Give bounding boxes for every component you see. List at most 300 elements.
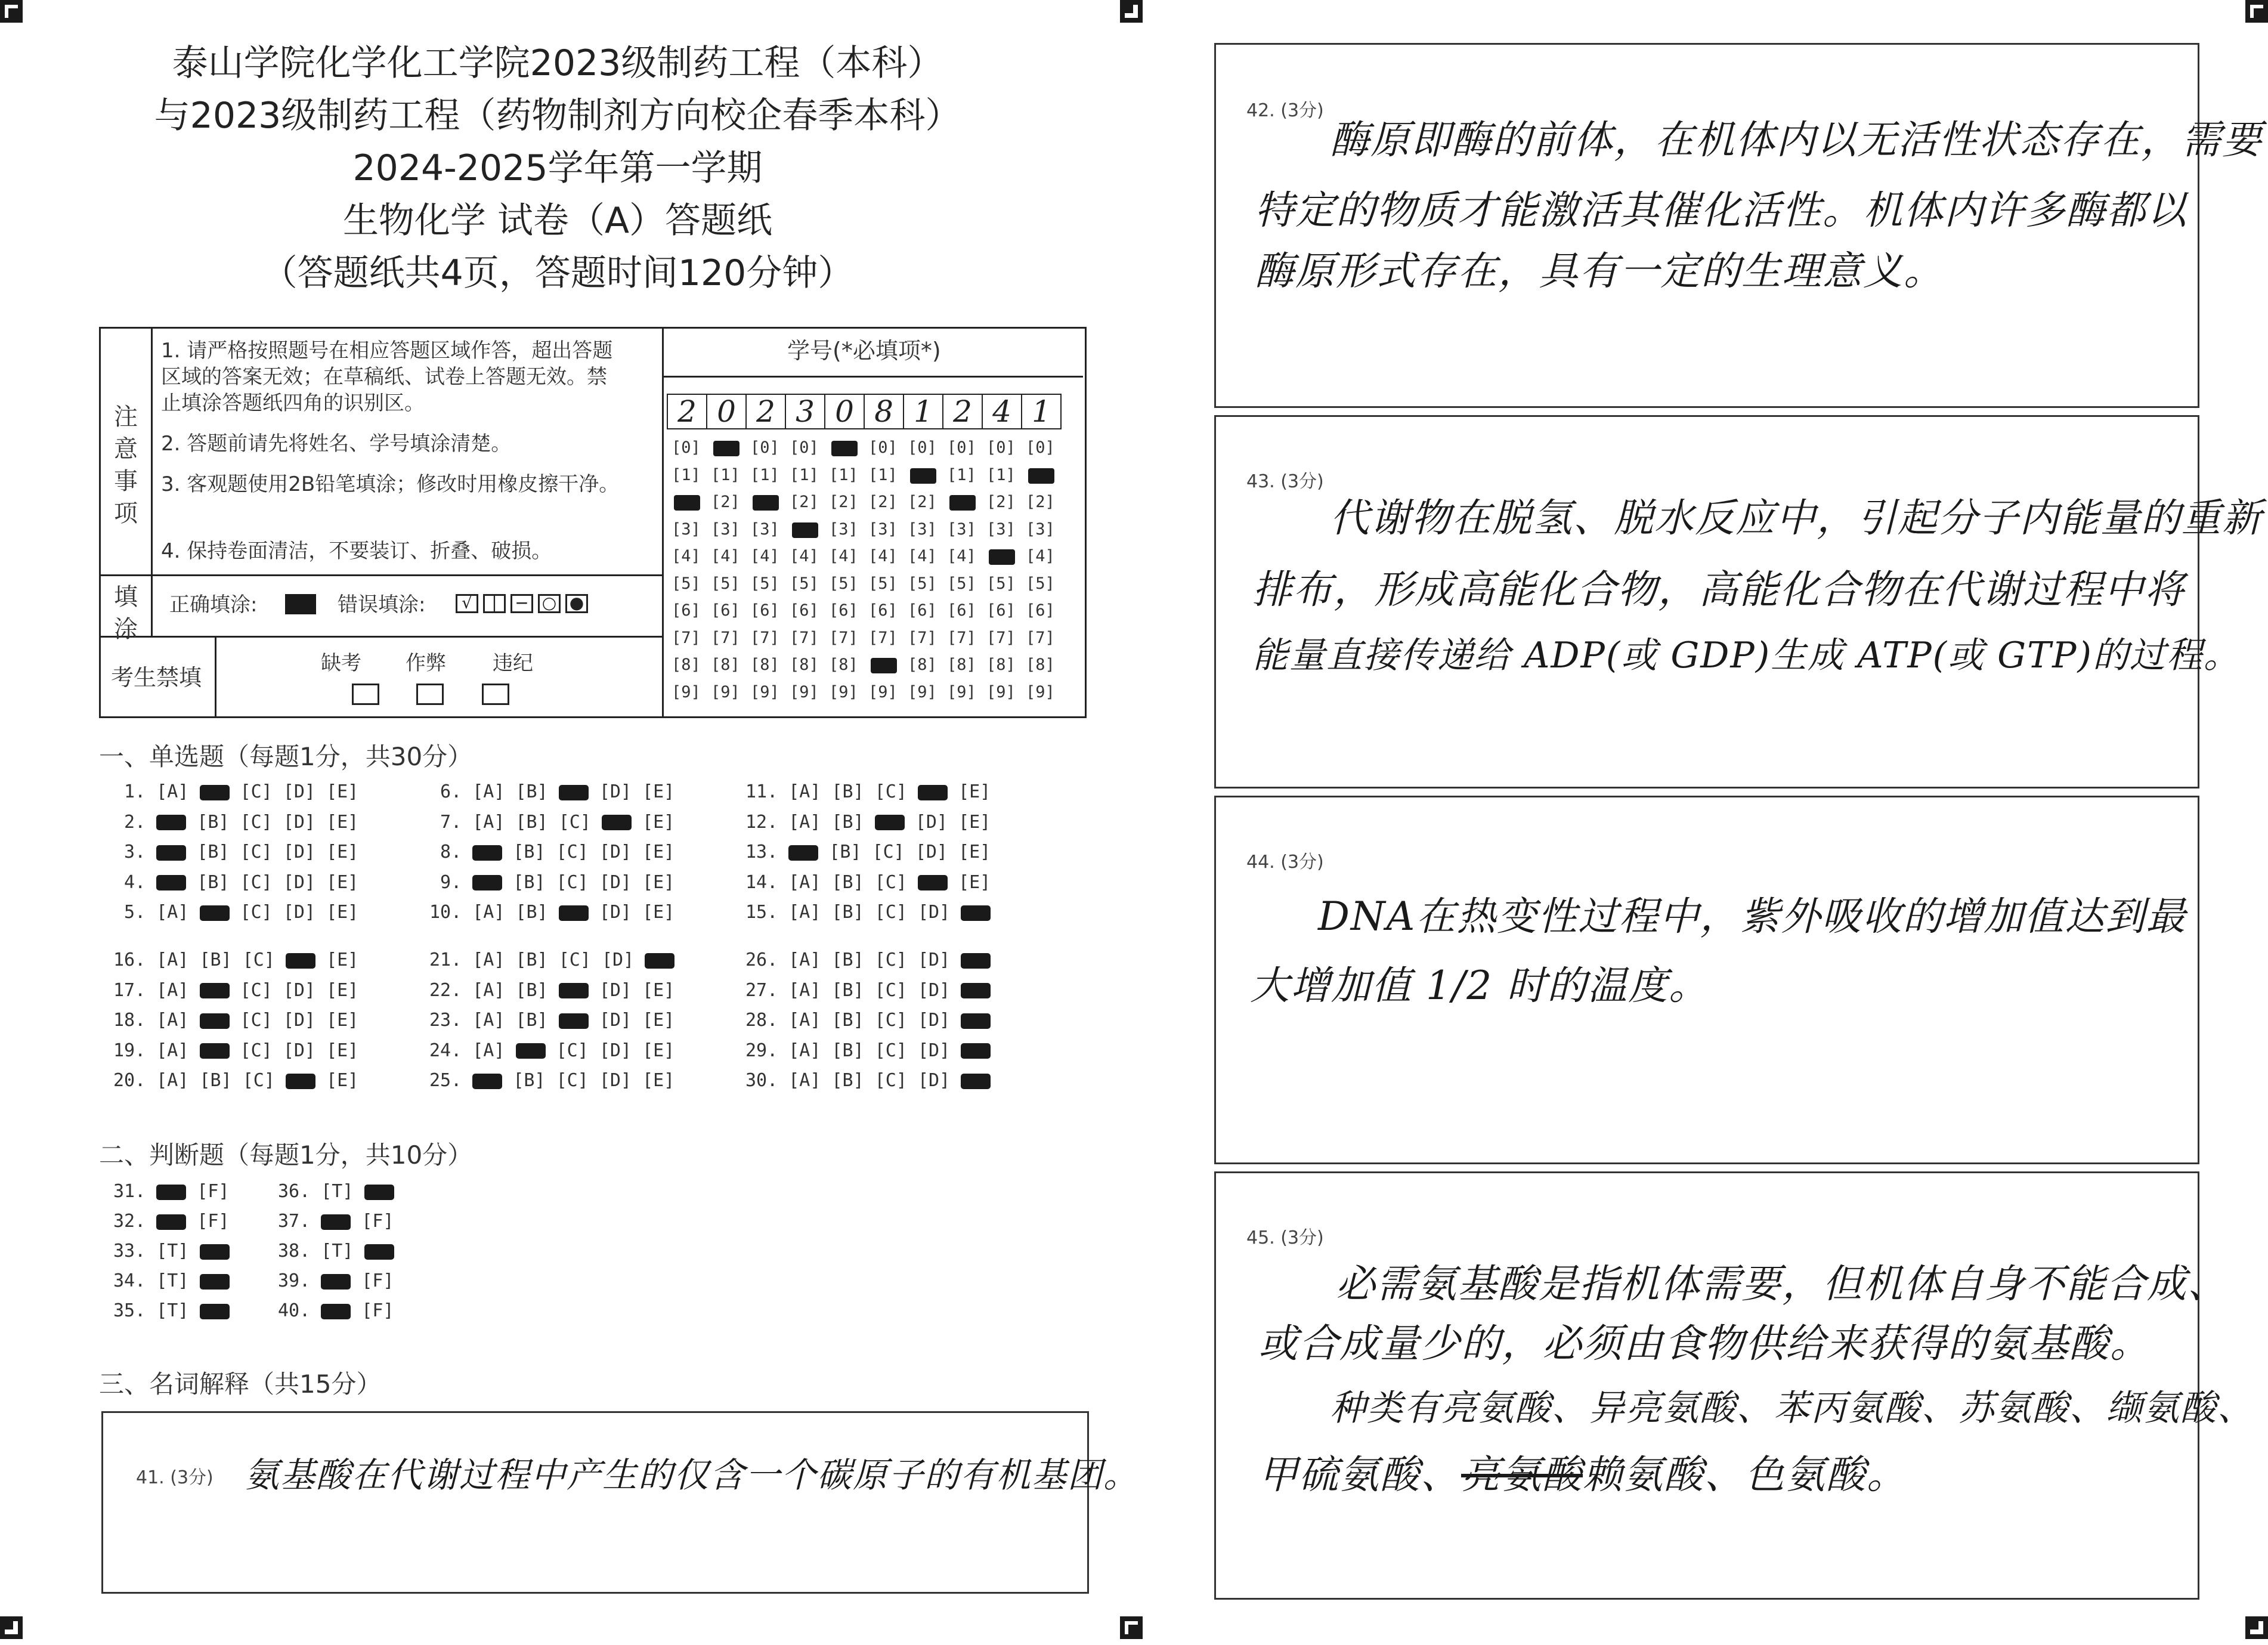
mcq-option-b[interactable]: [B]	[197, 871, 230, 893]
mcq-option-a[interactable]: [A]	[788, 781, 821, 802]
mcq-question-8[interactable]	[429, 842, 685, 865]
student-id-bubble[interactable]: [4]	[750, 547, 779, 565]
mcq-option-e[interactable]: [E]	[326, 950, 359, 970]
mcq-option-filled[interactable]	[602, 815, 632, 830]
mcq-question-15[interactable]	[745, 902, 1001, 926]
student-id-bubble[interactable]: [5]	[750, 574, 779, 593]
student-id-bubble[interactable]: [4]	[790, 547, 819, 565]
mcq-option-b[interactable]: [B]	[513, 1070, 546, 1091]
mcq-option-e[interactable]: [E]	[326, 1040, 359, 1061]
mcq-option-e[interactable]: [E]	[642, 1010, 675, 1031]
mcq-option-d[interactable]: [D]	[918, 950, 951, 970]
tf-question-38[interactable]	[278, 1241, 405, 1264]
mcq-option-e[interactable]: [E]	[642, 1070, 675, 1091]
student-id-bubble[interactable]: [3]	[868, 520, 898, 539]
mcq-option-a[interactable]: [A]	[472, 902, 505, 923]
student-id-bubble[interactable]: [8]	[750, 655, 779, 674]
tf-option-t[interactable]: [T]	[156, 1241, 189, 1261]
mcq-option-d[interactable]: [D]	[918, 1070, 951, 1091]
mcq-option-filled[interactable]	[200, 983, 230, 998]
mcq-option-d[interactable]: [D]	[918, 1010, 951, 1031]
mcq-option-c[interactable]: [C]	[874, 1040, 907, 1061]
mcq-option-filled[interactable]	[200, 1013, 230, 1029]
mcq-question-18[interactable]	[113, 1010, 369, 1034]
student-id-bubble[interactable]: [2]	[1026, 493, 1055, 511]
mcq-question-16[interactable]	[113, 950, 369, 973]
mcq-question-24[interactable]	[429, 1040, 685, 1064]
student-id-bubble[interactable]: [5]	[908, 574, 937, 593]
mcq-option-c[interactable]: [C]	[240, 781, 273, 802]
mcq-option-filled[interactable]	[961, 1074, 991, 1089]
student-id-bubble[interactable]: [7]	[711, 628, 740, 647]
mcq-option-e[interactable]: [E]	[958, 842, 991, 862]
mcq-option-c[interactable]: [C]	[558, 950, 591, 970]
tf-option-filled[interactable]	[321, 1214, 351, 1230]
mcq-option-filled[interactable]	[156, 815, 186, 830]
tf-option-f[interactable]: [F]	[197, 1211, 230, 1232]
student-id-bubble[interactable]: [8]	[790, 655, 819, 674]
student-id-bubble[interactable]: [9]	[790, 682, 819, 701]
student-id-bubble[interactable]: [6]	[986, 601, 1016, 620]
mcq-question-23[interactable]	[429, 1010, 685, 1034]
mcq-option-filled[interactable]	[472, 875, 502, 890]
mcq-option-e[interactable]: [E]	[642, 1040, 675, 1061]
mcq-option-a[interactable]: [A]	[472, 811, 505, 833]
student-id-bubble[interactable]: [9]	[947, 682, 976, 701]
student-id-bubble[interactable]: [5]	[790, 574, 819, 593]
tf-option-t[interactable]: [T]	[321, 1181, 354, 1202]
mcq-option-filled[interactable]	[559, 1013, 589, 1029]
student-id-bubble[interactable]: [2]	[790, 493, 819, 511]
student-id-bubble[interactable]: [9]	[868, 682, 898, 701]
mcq-question-10[interactable]	[429, 902, 685, 926]
mcq-option-filled[interactable]	[961, 1013, 991, 1029]
student-id-bubble[interactable]: [5]	[672, 574, 701, 593]
student-id-bubble[interactable]: [6]	[711, 601, 740, 620]
student-id-bubble[interactable]: [5]	[947, 574, 976, 593]
mcq-answer-grid[interactable]	[113, 781, 1091, 1109]
student-id-bubble[interactable]: [3]	[986, 520, 1016, 539]
mcq-question-2[interactable]	[113, 812, 369, 836]
mcq-option-e[interactable]: [E]	[958, 781, 991, 802]
student-id-bubble[interactable]: [3]	[672, 520, 701, 539]
mcq-option-d[interactable]: [D]	[915, 842, 948, 862]
mcq-option-a[interactable]: [A]	[788, 950, 821, 970]
mcq-option-b[interactable]: [B]	[515, 1010, 548, 1031]
mcq-option-c[interactable]: [C]	[240, 1010, 273, 1031]
mcq-option-filled[interactable]	[200, 905, 230, 921]
student-id-bubble-filled[interactable]	[674, 495, 700, 511]
mcq-option-c[interactable]: [C]	[872, 842, 905, 862]
tf-option-filled[interactable]	[321, 1274, 351, 1290]
student-id-bubble[interactable]: [6]	[790, 601, 819, 620]
mcq-option-a[interactable]: [A]	[788, 979, 821, 1001]
mcq-option-a[interactable]: [A]	[156, 950, 189, 970]
mcq-question-20[interactable]	[113, 1070, 369, 1094]
mcq-option-e[interactable]: [E]	[326, 842, 359, 862]
student-id-bubble[interactable]: [4]	[711, 547, 740, 565]
student-id-bubble[interactable]: [1]	[750, 465, 779, 484]
mcq-option-e[interactable]: [E]	[642, 902, 675, 923]
tf-question-37[interactable]	[278, 1211, 405, 1235]
mcq-option-filled[interactable]	[516, 1043, 546, 1059]
mcq-option-c[interactable]: [C]	[242, 950, 275, 970]
mcq-option-b[interactable]: [B]	[515, 950, 548, 970]
student-id-bubble[interactable]: [1]	[986, 465, 1016, 484]
mcq-option-filled[interactable]	[559, 785, 589, 800]
mcq-option-b[interactable]: [B]	[831, 781, 864, 802]
mcq-option-a[interactable]: [A]	[472, 1010, 505, 1031]
student-id-bubble[interactable]: [4]	[868, 547, 898, 565]
mcq-option-c[interactable]: [C]	[240, 842, 273, 862]
mcq-option-c[interactable]: [C]	[556, 1040, 589, 1061]
tf-question-40[interactable]	[278, 1300, 405, 1324]
mcq-option-a[interactable]: [A]	[156, 979, 189, 1001]
student-id-bubble[interactable]: [2]	[829, 493, 858, 511]
student-id-bubble[interactable]: [8]	[829, 655, 858, 674]
student-id-bubble-filled[interactable]	[910, 468, 936, 484]
mcq-option-filled[interactable]	[200, 1043, 230, 1059]
mcq-option-a[interactable]: [A]	[156, 1070, 189, 1091]
mcq-option-c[interactable]: [C]	[556, 842, 589, 862]
mcq-option-b[interactable]: [B]	[513, 842, 546, 862]
mcq-option-filled[interactable]	[559, 983, 589, 998]
mcq-option-c[interactable]: [C]	[874, 1070, 907, 1091]
student-id-bubble[interactable]: [0]	[986, 438, 1016, 457]
tf-option-filled[interactable]	[321, 1304, 351, 1319]
mcq-option-filled[interactable]	[788, 845, 818, 861]
mcq-option-b[interactable]: [B]	[197, 811, 230, 833]
mcq-option-c[interactable]: [C]	[242, 1070, 275, 1091]
mcq-option-c[interactable]: [C]	[874, 1010, 907, 1031]
mcq-option-b[interactable]: [B]	[515, 979, 548, 1001]
mcq-option-d[interactable]: [D]	[599, 902, 632, 923]
student-id-bubble[interactable]: [4]	[908, 547, 937, 565]
tf-option-filled[interactable]	[200, 1304, 230, 1319]
student-id-bubble[interactable]: [2]	[908, 493, 937, 511]
mcq-option-d[interactable]: [D]	[918, 1040, 951, 1061]
student-id-bubble[interactable]: [1]	[829, 465, 858, 484]
mcq-option-a[interactable]: [A]	[788, 871, 821, 893]
student-id-bubble[interactable]: [4]	[829, 547, 858, 565]
mcq-option-c[interactable]: [C]	[556, 871, 589, 893]
mcq-option-filled[interactable]	[472, 1074, 502, 1089]
student-id-bubble[interactable]: [0]	[672, 438, 701, 457]
mcq-question-3[interactable]	[113, 842, 369, 865]
mcq-option-b[interactable]: [B]	[197, 842, 230, 862]
student-id-bubble[interactable]: [8]	[986, 655, 1016, 674]
student-id-bubble[interactable]: [9]	[750, 682, 779, 701]
mcq-option-d[interactable]: [D]	[599, 781, 632, 802]
mcq-option-c[interactable]: [C]	[240, 902, 273, 923]
mcq-option-filled[interactable]	[156, 845, 186, 861]
student-id-bubble[interactable]: [8]	[672, 655, 701, 674]
mcq-question-27[interactable]	[745, 980, 1001, 1004]
mcq-option-b[interactable]: [B]	[831, 1010, 864, 1031]
mcq-option-d[interactable]: [D]	[599, 1040, 632, 1061]
mcq-option-e[interactable]: [E]	[326, 902, 359, 923]
tf-option-t[interactable]: [T]	[156, 1300, 189, 1321]
student-id-bubble[interactable]: [6]	[1026, 601, 1055, 620]
mcq-option-a[interactable]: [A]	[788, 1070, 821, 1091]
mcq-question-7[interactable]	[429, 812, 685, 836]
mcq-option-filled[interactable]	[156, 875, 186, 890]
student-id-bubble-filled[interactable]	[1028, 468, 1054, 484]
mcq-option-filled[interactable]	[645, 953, 674, 969]
tf-option-filled[interactable]	[200, 1274, 230, 1290]
mcq-question-25[interactable]	[429, 1070, 685, 1094]
mcq-option-d[interactable]: [D]	[283, 811, 315, 833]
student-id-bubble[interactable]: [4]	[947, 547, 976, 565]
mcq-option-e[interactable]: [E]	[642, 811, 675, 833]
tf-question-36[interactable]	[278, 1181, 405, 1205]
mcq-option-d[interactable]: [D]	[915, 811, 948, 833]
mcq-option-filled[interactable]	[559, 905, 589, 921]
student-id-bubble[interactable]: [8]	[1026, 655, 1055, 674]
student-id-bubble[interactable]: [4]	[1026, 547, 1055, 565]
mcq-option-e[interactable]: [E]	[642, 979, 675, 1001]
mcq-option-b[interactable]: [B]	[199, 1070, 232, 1091]
mcq-option-b[interactable]: [B]	[831, 950, 864, 970]
mcq-option-e[interactable]: [E]	[326, 871, 359, 893]
mcq-option-b[interactable]: [B]	[831, 979, 864, 1001]
student-id-bubble[interactable]: [6]	[908, 601, 937, 620]
mcq-option-c[interactable]: [C]	[240, 1040, 273, 1061]
student-id-bubble[interactable]: [5]	[711, 574, 740, 593]
student-id-bubble[interactable]: [2]	[868, 493, 898, 511]
mcq-option-a[interactable]: [A]	[788, 1010, 821, 1031]
student-id-bubble[interactable]: [8]	[947, 655, 976, 674]
mcq-question-22[interactable]	[429, 980, 685, 1004]
mcq-question-28[interactable]	[745, 1010, 1001, 1034]
mcq-option-c[interactable]: [C]	[240, 811, 273, 833]
student-id-bubble[interactable]: [5]	[829, 574, 858, 593]
student-id-bubble[interactable]: [7]	[750, 628, 779, 647]
mcq-option-d[interactable]: [D]	[599, 979, 632, 1001]
mcq-option-e[interactable]: [E]	[642, 871, 675, 893]
mcq-question-5[interactable]	[113, 902, 369, 926]
mcq-option-a[interactable]: [A]	[472, 979, 505, 1001]
mcq-option-b[interactable]: [B]	[199, 950, 232, 970]
mcq-question-4[interactable]	[113, 872, 369, 896]
student-id-bubble[interactable]: [4]	[672, 547, 701, 565]
mcq-option-filled[interactable]	[961, 1043, 991, 1059]
student-id-bubble[interactable]: [0]	[947, 438, 976, 457]
mcq-option-d[interactable]: [D]	[599, 1070, 632, 1091]
student-id-bubble-filled[interactable]	[753, 495, 779, 511]
student-id-bubble[interactable]: [3]	[1026, 520, 1055, 539]
student-id-bubble[interactable]: [6]	[947, 601, 976, 620]
mcq-question-26[interactable]	[745, 950, 1001, 973]
mcq-option-d[interactable]: [D]	[283, 1040, 315, 1061]
student-id-bubble-filled[interactable]	[831, 441, 858, 456]
mcq-option-b[interactable]: [B]	[831, 1040, 864, 1061]
mcq-question-30[interactable]	[745, 1070, 1001, 1094]
tf-option-f[interactable]: [F]	[361, 1300, 394, 1321]
mcq-option-d[interactable]: [D]	[602, 950, 635, 970]
student-id-bubbles[interactable]	[672, 438, 1083, 707]
violation-checkbox[interactable]	[482, 684, 509, 705]
mcq-question-9[interactable]	[429, 872, 685, 896]
mcq-question-14[interactable]	[745, 872, 1001, 896]
tf-option-filled[interactable]	[364, 1244, 394, 1260]
mcq-question-21[interactable]	[429, 950, 685, 973]
mcq-option-c[interactable]: [C]	[874, 781, 907, 802]
student-id-bubble[interactable]: [3]	[947, 520, 976, 539]
mcq-option-d[interactable]: [D]	[283, 979, 315, 1001]
student-id-bubble[interactable]: [1]	[947, 465, 976, 484]
student-id-bubble[interactable]: [8]	[711, 655, 740, 674]
mcq-option-c[interactable]: [C]	[874, 902, 907, 923]
mcq-option-a[interactable]: [A]	[472, 950, 505, 970]
mcq-option-c[interactable]: [C]	[874, 979, 907, 1001]
tf-question-34[interactable]	[113, 1270, 240, 1294]
mcq-option-c[interactable]: [C]	[556, 1070, 589, 1091]
student-id-bubble[interactable]: [5]	[986, 574, 1016, 593]
student-id-bubble-filled[interactable]	[989, 549, 1015, 565]
mcq-option-b[interactable]: [B]	[515, 781, 548, 802]
mcq-option-a[interactable]: [A]	[156, 1040, 189, 1061]
mcq-option-e[interactable]: [E]	[958, 811, 991, 833]
mcq-option-a[interactable]: [A]	[472, 1040, 505, 1061]
student-id-bubble-filled[interactable]	[792, 522, 818, 538]
student-id-bubble[interactable]: [9]	[829, 682, 858, 701]
mcq-option-e[interactable]: [E]	[326, 979, 359, 1001]
student-id-bubble[interactable]: [1]	[711, 465, 740, 484]
student-id-bubble[interactable]: [7]	[672, 628, 701, 647]
mcq-question-19[interactable]	[113, 1040, 369, 1064]
student-id-bubble[interactable]: [9]	[672, 682, 701, 701]
mcq-option-b[interactable]: [B]	[515, 902, 548, 923]
mcq-question-11[interactable]	[745, 781, 1001, 805]
student-id-bubble[interactable]: [3]	[750, 520, 779, 539]
tf-question-31[interactable]	[113, 1181, 240, 1205]
student-id-bubble[interactable]: [5]	[1026, 574, 1055, 593]
mcq-question-6[interactable]	[429, 781, 685, 805]
student-id-bubble-filled[interactable]	[949, 495, 976, 511]
student-id-bubble[interactable]: [7]	[829, 628, 858, 647]
mcq-option-d[interactable]: [D]	[599, 1010, 632, 1031]
mcq-option-e[interactable]: [E]	[642, 842, 675, 862]
student-id-bubble[interactable]: [1]	[868, 465, 898, 484]
mcq-option-a[interactable]: [A]	[156, 781, 189, 802]
cheat-checkbox[interactable]	[416, 684, 444, 705]
student-id-bubble[interactable]: [7]	[1026, 628, 1055, 647]
mcq-option-b[interactable]: [B]	[831, 811, 864, 833]
mcq-option-filled[interactable]	[472, 845, 502, 861]
mcq-option-b[interactable]: [B]	[831, 871, 864, 893]
mcq-option-e[interactable]: [E]	[326, 781, 359, 802]
mcq-option-d[interactable]: [D]	[283, 1010, 315, 1031]
tf-option-filled[interactable]	[364, 1185, 394, 1200]
student-id-bubble[interactable]: [0]	[868, 438, 898, 457]
absent-checkbox[interactable]	[352, 684, 379, 705]
mcq-option-c[interactable]: [C]	[558, 811, 591, 833]
mcq-option-d[interactable]: [D]	[283, 871, 315, 893]
mcq-option-a[interactable]: [A]	[472, 781, 505, 802]
mcq-option-d[interactable]: [D]	[599, 871, 632, 893]
student-id-bubble[interactable]: [7]	[868, 628, 898, 647]
mcq-option-filled[interactable]	[200, 785, 230, 800]
student-id-bubble[interactable]: [0]	[1026, 438, 1055, 457]
mcq-option-d[interactable]: [D]	[918, 902, 951, 923]
student-id-bubble[interactable]: [1]	[790, 465, 819, 484]
tf-option-filled[interactable]	[156, 1185, 186, 1200]
tf-question-35[interactable]	[113, 1300, 240, 1324]
student-id-bubble[interactable]: [2]	[711, 493, 740, 511]
student-id-bubble[interactable]: [2]	[986, 493, 1016, 511]
mcq-option-b[interactable]: [B]	[831, 902, 864, 923]
student-id-bubble[interactable]: [3]	[711, 520, 740, 539]
mcq-option-b[interactable]: [B]	[829, 842, 862, 862]
student-id-bubble[interactable]: [9]	[711, 682, 740, 701]
mcq-option-a[interactable]: [A]	[156, 1010, 189, 1031]
mcq-option-c[interactable]: [C]	[240, 979, 273, 1001]
mcq-option-filled[interactable]	[286, 1074, 315, 1089]
student-id-bubble[interactable]: [6]	[672, 601, 701, 620]
mcq-option-e[interactable]: [E]	[326, 1010, 359, 1031]
mcq-option-filled[interactable]	[961, 983, 991, 998]
mcq-option-d[interactable]: [D]	[283, 781, 315, 802]
tf-option-t[interactable]: [T]	[156, 1270, 189, 1291]
mcq-option-e[interactable]: [E]	[326, 811, 359, 833]
mcq-option-d[interactable]: [D]	[283, 902, 315, 923]
student-id-bubble[interactable]: [3]	[829, 520, 858, 539]
student-id-bubble[interactable]: [6]	[750, 601, 779, 620]
student-id-bubble[interactable]: [0]	[790, 438, 819, 457]
mcq-option-e[interactable]: [E]	[642, 781, 675, 802]
mcq-option-e[interactable]: [E]	[958, 871, 991, 893]
student-id-bubble[interactable]: [3]	[908, 520, 937, 539]
mcq-option-filled[interactable]	[286, 953, 315, 969]
mcq-option-d[interactable]: [D]	[918, 979, 951, 1001]
student-id-bubble[interactable]: [5]	[868, 574, 898, 593]
student-id-bubble[interactable]: [9]	[908, 682, 937, 701]
mcq-question-12[interactable]	[745, 812, 1001, 836]
mcq-option-c[interactable]: [C]	[874, 871, 907, 893]
tf-question-32[interactable]	[113, 1211, 240, 1235]
mcq-option-e[interactable]: [E]	[326, 1070, 359, 1091]
tf-option-t[interactable]: [T]	[321, 1241, 354, 1261]
mcq-question-17[interactable]	[113, 980, 369, 1004]
student-id-bubble[interactable]: [6]	[868, 601, 898, 620]
student-id-bubble[interactable]: [6]	[829, 601, 858, 620]
mcq-option-filled[interactable]	[961, 905, 991, 921]
tf-question-39[interactable]	[278, 1270, 405, 1294]
mcq-option-filled[interactable]	[875, 815, 905, 830]
mcq-option-filled[interactable]	[961, 953, 991, 969]
mcq-question-29[interactable]	[745, 1040, 1001, 1064]
mcq-option-a[interactable]: [A]	[788, 811, 821, 833]
mcq-option-a[interactable]: [A]	[156, 902, 189, 923]
tf-option-filled[interactable]	[156, 1214, 186, 1230]
tf-option-f[interactable]: [F]	[197, 1181, 230, 1202]
mcq-option-d[interactable]: [D]	[599, 842, 632, 862]
mcq-option-b[interactable]: [B]	[513, 871, 546, 893]
student-id-bubble[interactable]: [1]	[672, 465, 701, 484]
student-id-bubble[interactable]: [0]	[750, 438, 779, 457]
mcq-option-b[interactable]: [B]	[515, 811, 548, 833]
student-id-bubble[interactable]: [7]	[986, 628, 1016, 647]
student-id-bubble[interactable]: [7]	[790, 628, 819, 647]
mcq-option-b[interactable]: [B]	[831, 1070, 864, 1091]
mcq-option-a[interactable]: [A]	[788, 1040, 821, 1061]
mcq-option-filled[interactable]	[918, 785, 948, 800]
tf-question-33[interactable]	[113, 1241, 240, 1264]
student-id-bubble[interactable]: [7]	[947, 628, 976, 647]
mcq-question-13[interactable]	[745, 842, 1001, 865]
tf-option-f[interactable]: [F]	[361, 1270, 394, 1291]
